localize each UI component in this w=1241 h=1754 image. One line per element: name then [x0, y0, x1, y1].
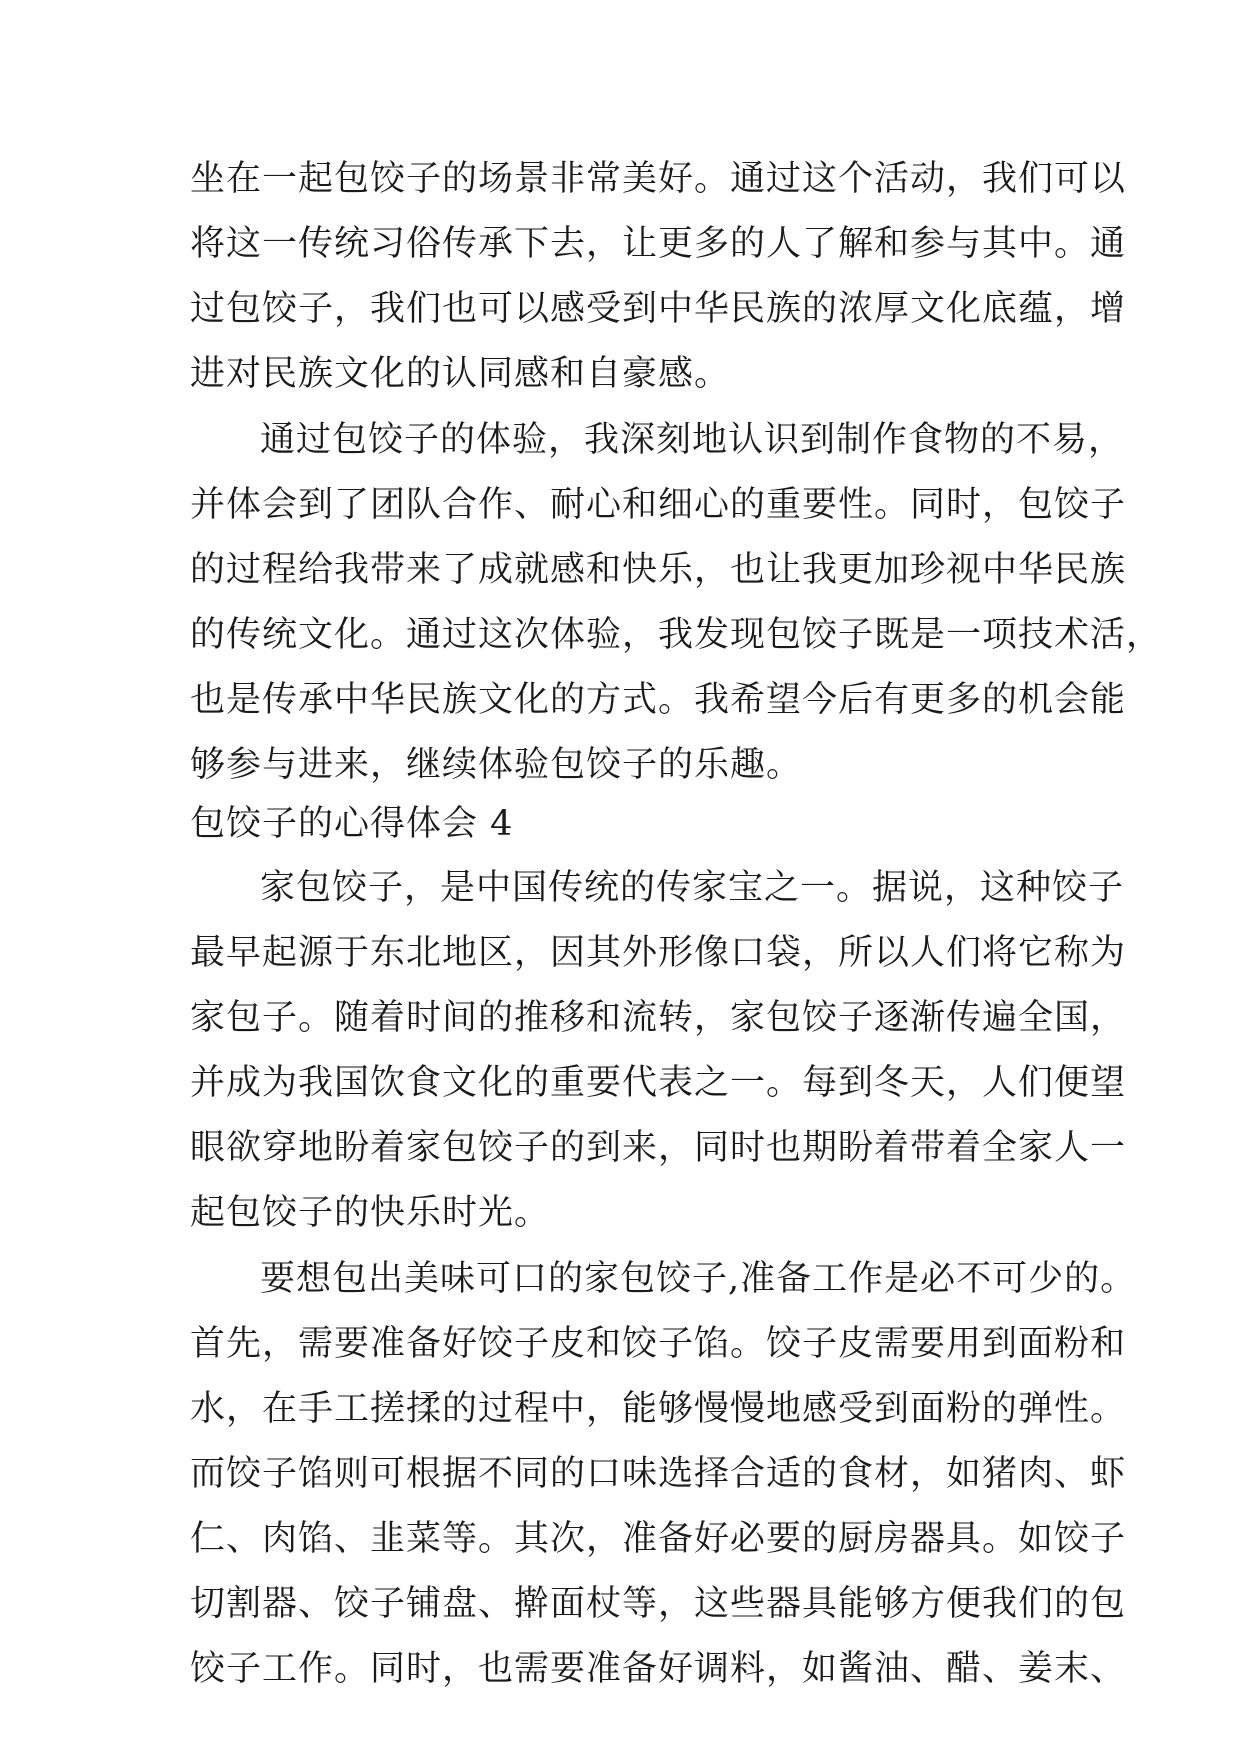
paragraph-3-line-4: 并成为我国饮食文化的重要代表之一。每到冬天，人们便望 [190, 1063, 1127, 1103]
paragraph-4-line-5: 仁、肉馅、韭菜等。其次，准备好必要的厨房器具。如饺子 [190, 1519, 1127, 1559]
paragraph-2-line-3: 的过程给我带来了成就感和快乐，也让我更加珍视中华民族 [190, 550, 1127, 590]
paragraph-2-line-2: 并体会到了团队合作、耐心和细心的重要性。同时，包饺子 [190, 485, 1127, 525]
paragraph-2-line-1: 通过包饺子的体验，我深刻地认识到制作食物的不易， [260, 420, 1125, 460]
paragraph-1-line-3: 过包饺子，我们也可以感受到中华民族的浓厚文化底蕴，增 [190, 289, 1127, 329]
paragraph-3-line-5: 眼欲穿地盼着家包饺子的到来，同时也期盼着带着全家人一 [190, 1128, 1127, 1168]
paragraph-3-line-3: 家包子。随着时间的推移和流转，家包饺子逐渐传遍全国， [190, 998, 1127, 1038]
paragraph-1-line-2: 将这一传统习俗传承下去，让更多的人了解和参与其中。通 [190, 224, 1127, 264]
paragraph-3-line-6: 起包饺子的快乐时光。 [190, 1193, 551, 1233]
paragraph-4-line-2: 首先，需要准备好饺子皮和饺子馅。饺子皮需要用到面粉和 [190, 1324, 1127, 1364]
paragraph-4-line-4: 而饺子馅则可根据不同的口味选择合适的食材，如猪肉、虾 [190, 1454, 1127, 1494]
paragraph-3-line-1: 家包饺子，是中国传统的传家宝之一。据说，这种饺子 [260, 868, 1125, 908]
paragraph-1-line-4: 进对民族文化的认同感和自豪感。 [190, 354, 731, 394]
paragraph-2-line-6: 够参与进来，继续体验包饺子的乐趣。 [190, 745, 803, 785]
paragraph-4-line-3: 水，在手工搓揉的过程中，能够慢慢地感受到面粉的弹性。 [190, 1389, 1127, 1429]
paragraph-4-line-1: 要想包出美味可口的家包饺子,准备工作是必不可少的。 [260, 1259, 1137, 1299]
paragraph-4-line-6: 切割器、饺子铺盘、擀面杖等，这些器具能够方便我们的包 [190, 1584, 1127, 1624]
section-heading: 包饺子的心得体会 4 [190, 804, 514, 844]
paragraph-2-line-4: 的传统文化。通过这次体验，我发现包饺子既是一项技术活， [190, 615, 1163, 655]
paragraph-4-line-7: 饺子工作。同时，也需要准备好调料，如酱油、醋、姜末、 [190, 1649, 1127, 1689]
paragraph-2-line-5: 也是传承中华民族文化的方式。我希望今后有更多的机会能 [190, 680, 1127, 720]
paragraph-1-line-1: 坐在一起包饺子的场景非常美好。通过这个活动，我们可以 [190, 159, 1127, 199]
paragraph-3-line-2: 最早起源于东北地区，因其外形像口袋，所以人们将它称为 [190, 933, 1127, 973]
